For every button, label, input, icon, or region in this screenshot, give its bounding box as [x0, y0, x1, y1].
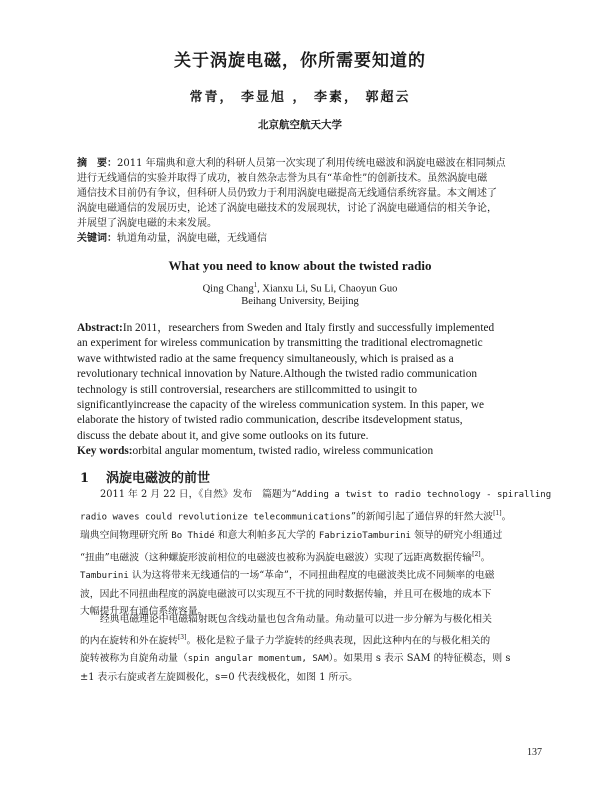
body-line: 经典电磁理论中电磁辐射既包含线动量也包含角动量。角动量可以进一步分解为与极化相关 [100, 614, 492, 625]
chinese-abstract-label: 摘 要： [77, 158, 117, 169]
english-keywords-text: orbital angular momentum, twisted radio, wireless communication [132, 445, 434, 458]
body-text: radio waves could revolutionize telecommunications [80, 512, 351, 523]
chinese-abstract [77, 156, 543, 246]
english-abstract-line: an experiment for wireless communication by transmitting the traditional electromagnetic [77, 337, 483, 350]
body-paragraph-1 [80, 486, 552, 621]
citation-marker: [3] [177, 633, 187, 641]
body-line: 大幅提升现有通信系统容量。 [80, 606, 208, 618]
english-abstract-text: In 2011，researchers from Sweden and Italy firstly and successfully implemented [122, 322, 495, 334]
body-text: spin angular momentum, SAM [187, 653, 329, 664]
citation-marker: [2] [472, 550, 481, 558]
body-text: 。 [501, 511, 512, 523]
body-text: 。 [480, 551, 491, 563]
english-abstract-line: technology is still controversial, researchers are stillcommitted to usingit to [77, 383, 418, 396]
english-keywords [77, 444, 543, 459]
body-line [80, 650, 540, 669]
body-text: 和意大利帕多瓦大学的 [214, 529, 319, 541]
body-text: 的内在旋转和外在旋转 [80, 635, 178, 647]
english-abstract-line: elaborate the history of twisted radio communication, describe itsdevelopment status, [77, 414, 463, 427]
english-abstract-line: discuss the debate about it, and give some outlooks on its future. [77, 429, 369, 442]
author-affiliation-marker: 1 [253, 281, 258, 289]
section-number: 1 [80, 471, 90, 486]
body-text: 旋转被称为自旋角动量（ [80, 652, 188, 664]
body-text: Bo Thidé [171, 530, 215, 541]
chinese-abstract-line: 进行无线通信的实验并取得了成功，被自然杂志誉为具有“革命性”的创新技术。虽然涡旋电磁 [77, 173, 488, 184]
body-text: 领导的研究小组通过 [410, 529, 503, 541]
chinese-keywords [77, 231, 543, 246]
body-text: 2011 年 2 月 22 日，《自然》发布 篇题为“ [100, 489, 297, 500]
chinese-abstract-line: 通信技术目前仍有争议，但科研人员仍致力于利用涡旋电磁提高无线通信系统容量。本文阐述了 [77, 188, 497, 199]
body-line [80, 629, 540, 650]
citation-marker: [1] [493, 509, 502, 517]
body-text: ）。如果用 s 表示 SAM 的特征模态，则 s [328, 652, 511, 664]
chinese-keywords-text: 轨道角动量，涡旋电磁，无线通信 [117, 233, 267, 244]
english-abstract-line: significantlyincrease the capacity of the wireless communication system. In this paper, we [77, 399, 485, 412]
body-text: 认为这将带来无线通信的一场“革命”，不同扭曲程度的电磁波类比成不同频率的电磁 [128, 569, 495, 581]
english-author-rest: , Xianxu Li, Su Li, Chaoyun Guo [257, 283, 398, 295]
english-authors [0, 281, 600, 295]
chinese-abstract-line: 并展望了涡旋电磁的未来发展。 [77, 218, 217, 229]
body-text: ”的新闻引起了通信界的轩然大波 [350, 511, 494, 523]
chinese-affiliation: 北京航空航天大学 [258, 119, 342, 131]
section-title: 涡旋电磁波的前世 [106, 471, 211, 486]
body-text: Adding a twist to radio technology - spiralling [296, 490, 552, 500]
english-abstract-label: Abstract: [77, 322, 123, 334]
english-abstract-line: revolutionary technical innovation by Nature.Although the twisted radio communication [77, 368, 477, 381]
body-text: 瑞典空间物理研究所 [80, 529, 172, 541]
body-line [80, 505, 540, 527]
english-abstract-line: wave withtwisted radio at the same frequency simultaneously, which is praised as a [77, 352, 454, 365]
body-line [80, 567, 540, 586]
english-title: What you need to know about the twisted radio [168, 258, 432, 273]
english-abstract-line [77, 321, 543, 336]
english-abstract [77, 321, 543, 460]
body-line [80, 486, 552, 505]
body-line: 波，因此不同扭曲程度的涡旋电磁波可以实现互不干扰的同时数据传输，并且可在极地的成本下 [80, 588, 492, 600]
body-text: “扭曲”电磁波（这种螺旋形波前相位的电磁波也被称为涡旋电磁波）实现了远距离数据传输 [80, 551, 473, 563]
chinese-abstract-line: 涡旋电磁通信的发展历史，论述了涡旋电磁技术的发展现状，讨论了涡旋电磁通信的相关争论， [77, 203, 497, 214]
section-heading [80, 467, 210, 486]
chinese-abstract-line [77, 156, 543, 171]
body-text: 。极化是粒子量子力学旋转的经典表现，因此这种内在的与极化相关的 [186, 635, 491, 647]
body-paragraph-2 [80, 611, 540, 686]
english-affiliation: Beihang University, Beijing [241, 296, 359, 307]
body-line: ±1 表示右旋或者左旋圆极化，s=0 代表线极化，如图 1 所示。 [80, 671, 358, 683]
body-text: Tamburini [80, 570, 129, 581]
page-number: 137 [527, 747, 542, 758]
body-line [80, 527, 540, 546]
body-text: FabrizioTamburini [318, 530, 411, 541]
chinese-abstract-text: 2011 年瑞典和意大利的科研人员第一次实现了利用传统电磁波和涡旋电磁波在相同频点 [117, 158, 506, 169]
chinese-keywords-label: 关键词： [77, 233, 117, 244]
english-author-first: Qing Chang [202, 283, 254, 295]
body-line [80, 546, 540, 567]
english-keywords-label: Key words: [77, 445, 133, 458]
chinese-title: 关于涡旋电磁，你所需要知道的 [174, 51, 426, 71]
chinese-authors: 常青， 李显旭 ， 李素， 郭超云 [189, 90, 411, 105]
